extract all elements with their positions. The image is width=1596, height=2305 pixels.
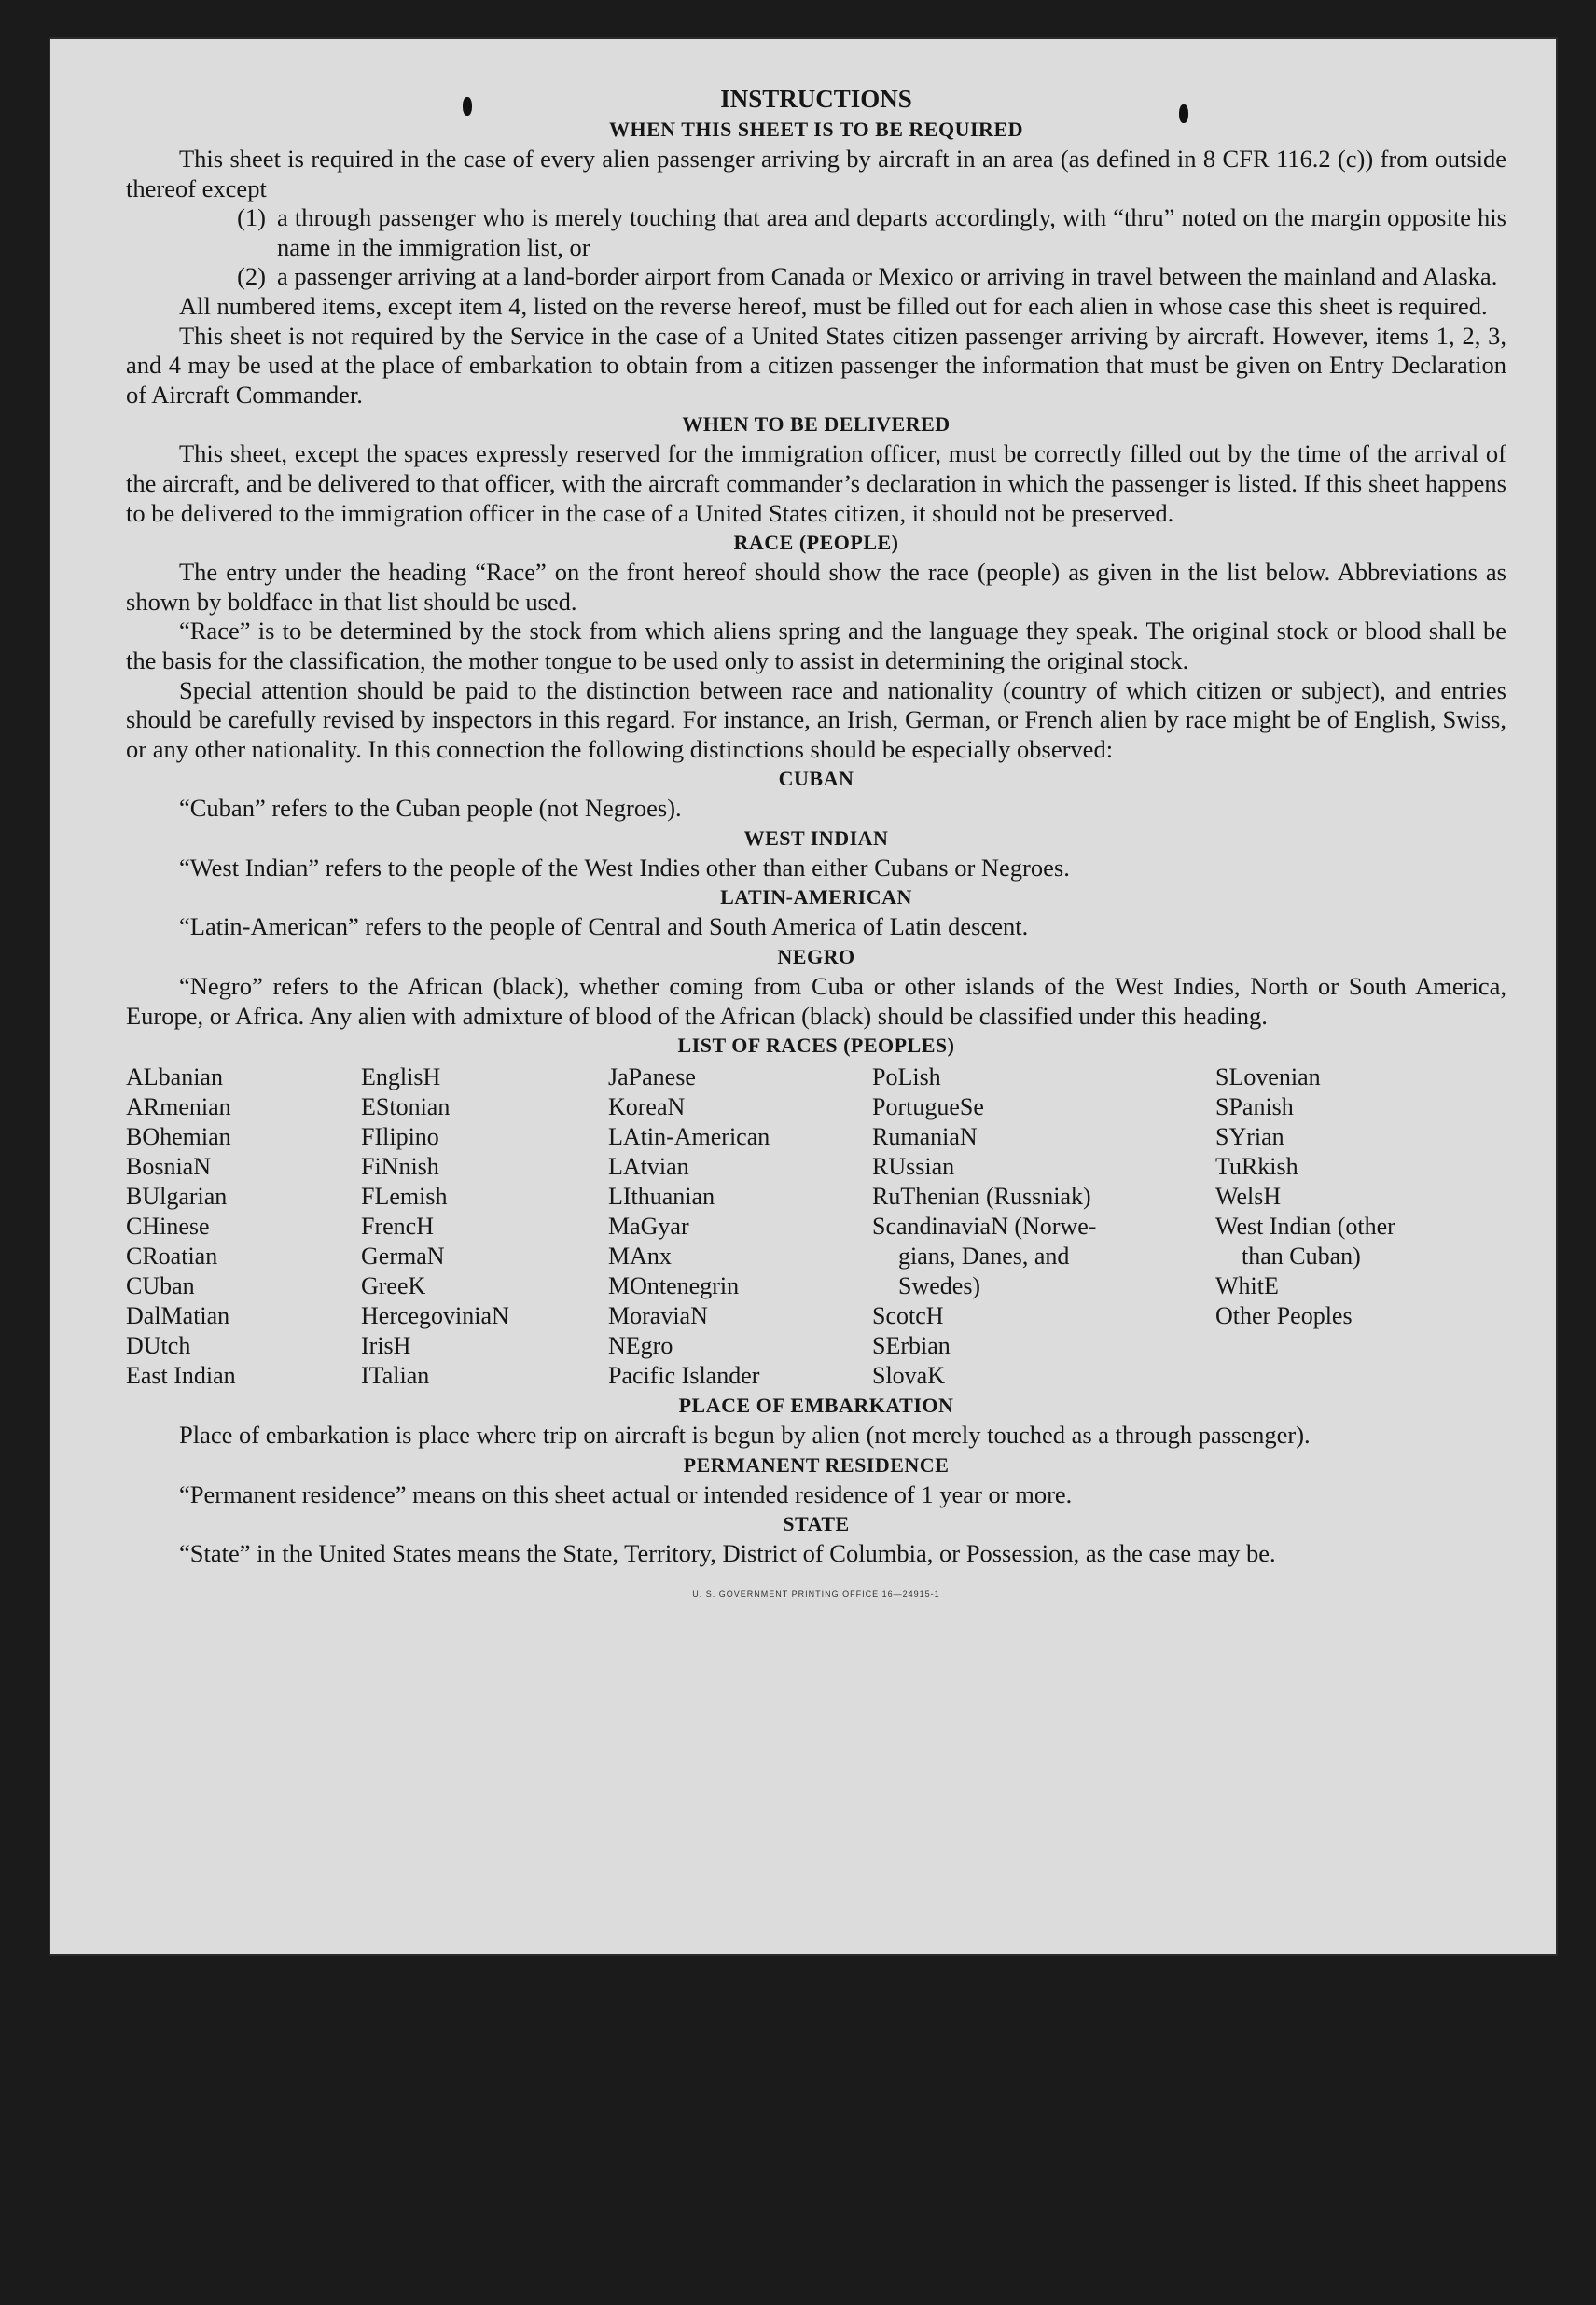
item-number: (2) <box>237 262 266 291</box>
race-item: SErbian <box>872 1332 951 1360</box>
race-item: ALbanian <box>126 1063 223 1091</box>
race-item: BosniaN <box>126 1153 211 1181</box>
races-column-2 <box>361 1062 608 1391</box>
heading-embarkation: PLACE OF EMBARKATION <box>678 1394 954 1418</box>
race-item: LIthuanian <box>608 1183 715 1211</box>
race-item: FrencH <box>361 1213 434 1241</box>
race-item: MaGyar <box>608 1213 689 1241</box>
races-column-1 <box>126 1062 361 1391</box>
race-item: EStonian <box>361 1093 451 1121</box>
document-page <box>49 37 1558 1956</box>
races-column-3 <box>608 1062 872 1391</box>
race-item: EnglisH <box>361 1063 441 1091</box>
instructions-body <box>126 84 1506 1610</box>
race-item: RuThenian (Russniak) <box>872 1183 1091 1211</box>
race-item: DUtch <box>126 1332 191 1360</box>
race-item: BUlgarian <box>126 1183 228 1211</box>
race-item: LAtvian <box>608 1153 689 1181</box>
race-item: WelsH <box>1215 1183 1282 1211</box>
race-item: ITalian <box>361 1362 430 1390</box>
item-text: a through passenger who is merely touching that area and departs accordingly, with “thru” noted on the margin opposite his name in the immigration list, or <box>277 203 1506 261</box>
required-paragraph-2: All numbered items, except item 4, listed on the reverse hereof, must be filled out for each alien in whose case this sheet is required. <box>179 291 1488 320</box>
item-number: (1) <box>237 203 266 232</box>
race-item: PortugueSe <box>872 1093 984 1121</box>
race-item: NEgro <box>608 1332 673 1360</box>
race-item: SPanish <box>1215 1093 1294 1121</box>
race-paragraph-3: Special attention should be paid to the distinction between race and nationality (country of which citizen or subject), and entries should be carefully revised by inspectors in this regard. For instance, an Irish, German, or French alien by race might be of English, Swiss, or any other nationality. In this connection the following distinctions should be especially observed: <box>126 675 1506 763</box>
race-item: Other Peoples <box>1215 1302 1353 1330</box>
race-item: MoraviaN <box>608 1302 708 1330</box>
exception-item-1 <box>126 203 1506 262</box>
race-item: TuRkish <box>1215 1153 1298 1181</box>
race-item: ARmenian <box>126 1093 231 1121</box>
race-item-continued: Swedes) <box>898 1272 981 1300</box>
race-item: FiNnish <box>361 1153 439 1181</box>
race-item: FLemish <box>361 1183 448 1211</box>
race-item: CHinese <box>126 1213 210 1241</box>
negro-definition: “Negro” refers to the African (black), whether coming from Cuba or other islands of the West Indies, North or South America, Europe, or Africa. Any alien with admixture of blood of the African (black) should be classified under this heading. <box>126 972 1506 1030</box>
heading-negro: NEGRO <box>777 945 855 969</box>
race-item: RUssian <box>872 1153 955 1181</box>
race-item: PoLish <box>872 1063 941 1091</box>
race-item: KoreaN <box>608 1093 686 1121</box>
race-item: GreeK <box>361 1272 426 1300</box>
heading-latin-american: LATIN-AMERICAN <box>720 885 912 910</box>
races-column-4 <box>872 1062 1215 1391</box>
race-item: ScandinaviaN (Norwe- <box>872 1213 1097 1241</box>
race-item: GermaN <box>361 1243 445 1271</box>
race-item: FIlipino <box>361 1123 439 1151</box>
heading-state: STATE <box>783 1512 850 1536</box>
race-item: HercegoviniaN <box>361 1302 509 1330</box>
latin-american-definition: “Latin-American” refers to the people of Central and South America of Latin descent. <box>179 912 1029 941</box>
heading-required: WHEN THIS SHEET IS TO BE REQUIRED <box>608 118 1024 141</box>
race-item: MAnx <box>608 1243 672 1271</box>
race-item: IrisH <box>361 1332 411 1360</box>
exception-item-2 <box>126 262 1506 292</box>
heading-list-of-races: LIST OF RACES (PEOPLES) <box>677 1034 955 1058</box>
race-item: RumaniaN <box>872 1123 978 1151</box>
race-item: JaPanese <box>608 1063 696 1091</box>
embarkation-definition: Place of embarkation is place where trip on aircraft is begun by alien (not merely touched as a through passenger). <box>179 1421 1311 1450</box>
race-item: SYrian <box>1215 1123 1284 1151</box>
race-paragraph-1: The entry under the heading “Race” on the front hereof should show the race (people) as given in the list below. Abbreviations as shown by boldface in that list should be used. <box>126 558 1506 616</box>
race-item-continued: gians, Danes, and <box>898 1243 1070 1271</box>
printer-imprint: U. S. GOVERNMENT PRINTING OFFICE 16—24915-1 <box>692 1590 940 1600</box>
west-indian-definition: “West Indian” refers to the people of the West Indies other than either Cubans or Negroes. <box>179 853 1070 882</box>
race-item: SlovaK <box>872 1362 945 1390</box>
state-definition: “State” in the United States means the State, Territory, District of Columbia, or Possession, as the case may be. <box>179 1539 1276 1568</box>
race-paragraph-2: “Race” is to be determined by the stock from which aliens spring and the language they speak. The original stock or blood shall be the basis for the classification, the mother tongue to be used only to assist in determining the original stock. <box>126 617 1506 674</box>
race-item: BOhemian <box>126 1123 231 1151</box>
race-item: WhitE <box>1215 1272 1279 1300</box>
heading-delivered: WHEN TO BE DELIVERED <box>682 412 951 437</box>
race-item-continued: than Cuban) <box>1242 1243 1361 1271</box>
required-paragraph-3: This sheet is not required by the Service in the case of a United States citizen passenger arriving by aircraft. However, items 1, 2, 3, and 4 may be used at the place of embarkation to obtain from a citizen passenger the information that must be given on Entry Declaration of Aircraft Commander. <box>126 321 1506 409</box>
race-item: East Indian <box>126 1362 236 1390</box>
race-item: DalMatian <box>126 1302 230 1330</box>
heading-residence: PERMANENT RESIDENCE <box>683 1452 950 1477</box>
race-item: West Indian (other <box>1215 1213 1395 1241</box>
race-item: MOntenegrin <box>608 1272 740 1300</box>
required-intro: This sheet is required in the case of every alien passenger arriving by aircraft in an area (as defined in 8 CFR 116.2 (c)) from outside thereof except <box>126 145 1506 202</box>
race-item: CRoatian <box>126 1243 218 1271</box>
cuban-definition: “Cuban” refers to the Cuban people (not Negroes). <box>179 794 682 823</box>
delivered-paragraph: This sheet, except the spaces expressly reserved for the immigration officer, must be correctly filled out by the time of the arrival of the aircraft, and be delivered to that officer, with the aircraft commander’s declaration in which the passenger is listed. If this sheet happens to be delivered to the immigration officer in the case of a United States citizen, it should not be preserved. <box>126 439 1506 527</box>
item-text: a passenger arriving at a land-border airport from Canada or Mexico or arriving in travel between the mainland and Alaska. <box>277 262 1498 291</box>
races-column-5 <box>1215 1062 1506 1391</box>
heading-cuban: CUBAN <box>778 767 854 791</box>
race-item: ScotcH <box>872 1302 944 1330</box>
race-item: CUban <box>126 1272 195 1300</box>
race-item: SLovenian <box>1215 1063 1321 1091</box>
races-list <box>126 1062 1506 1391</box>
residence-definition: “Permanent residence” means on this sheet actual or intended residence of 1 year or more. <box>179 1479 1073 1508</box>
race-item: LAtin-American <box>608 1123 770 1151</box>
page-title: INSTRUCTIONS <box>720 85 912 113</box>
heading-west-indian: WEST INDIAN <box>743 826 889 850</box>
heading-race: RACE (PEOPLE) <box>733 531 899 555</box>
race-item: Pacific Islander <box>608 1362 760 1390</box>
